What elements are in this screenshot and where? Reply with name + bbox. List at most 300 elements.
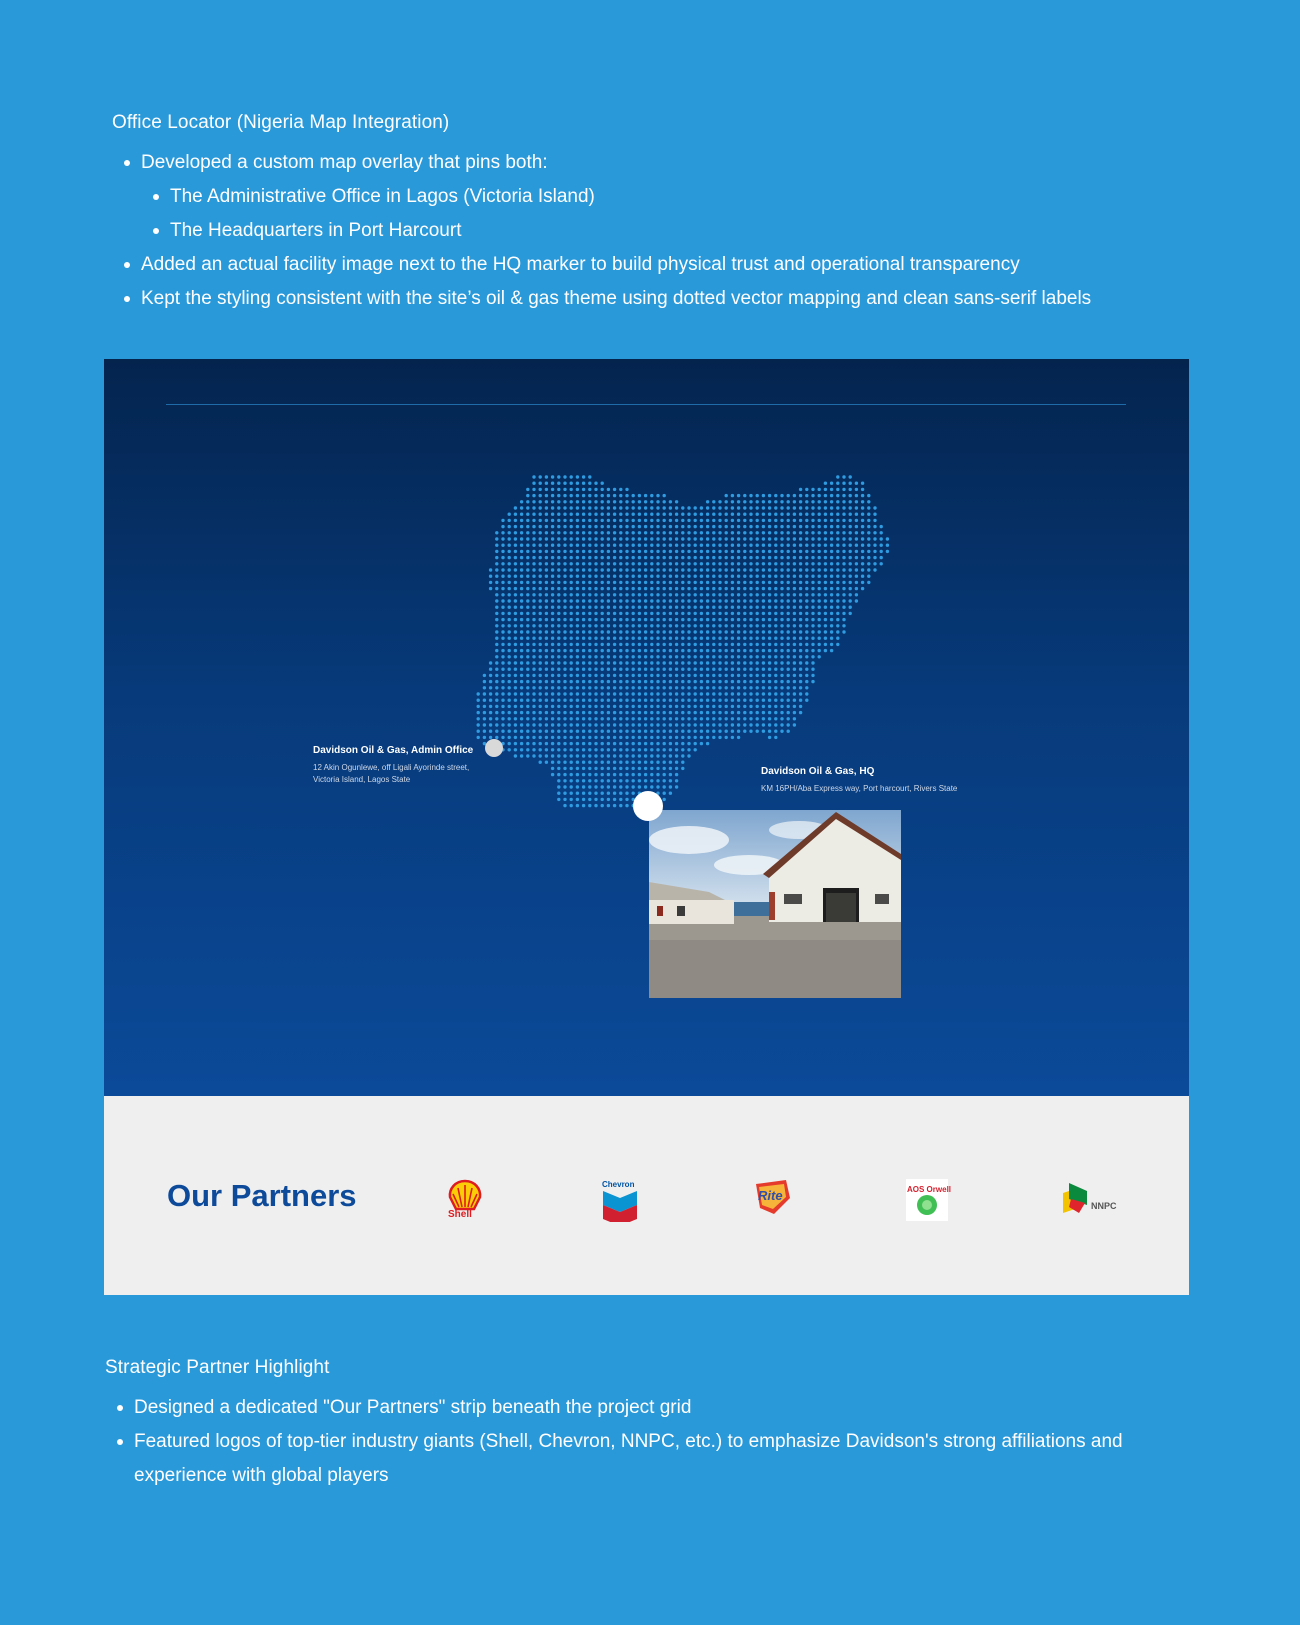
map-dot xyxy=(632,537,635,540)
map-dot xyxy=(638,544,641,547)
map-dot xyxy=(780,674,783,677)
map-dot xyxy=(601,525,604,528)
hq-title: Davidson Oil & Gas, HQ xyxy=(761,766,875,777)
map-dot xyxy=(557,643,560,646)
map-dot xyxy=(836,519,839,522)
map-dot xyxy=(718,599,721,602)
map-dot xyxy=(638,606,641,609)
map-dot xyxy=(588,556,591,559)
map-dot xyxy=(681,581,684,584)
map-dot xyxy=(774,668,777,671)
map-dot xyxy=(762,494,765,497)
map-dot xyxy=(501,649,504,652)
map-dot xyxy=(625,630,628,633)
map-dot xyxy=(681,761,684,764)
map-dot xyxy=(514,513,517,516)
map-dot xyxy=(576,705,579,708)
map-dot xyxy=(669,568,672,571)
map-dot xyxy=(632,792,635,795)
map-dot xyxy=(656,500,659,503)
map-dot xyxy=(576,773,579,776)
map-dot xyxy=(805,544,808,547)
map-dot xyxy=(644,624,647,627)
map-dot xyxy=(762,668,765,671)
map-dot xyxy=(818,581,821,584)
map-dot xyxy=(644,593,647,596)
map-dot xyxy=(743,705,746,708)
map-dot xyxy=(650,649,653,652)
map-dot xyxy=(669,630,672,633)
map-dot xyxy=(594,767,597,770)
map-dot xyxy=(607,730,610,733)
map-dot xyxy=(836,606,839,609)
map-dot xyxy=(669,705,672,708)
map-dot xyxy=(570,686,573,689)
map-dot xyxy=(625,575,628,578)
map-dot xyxy=(687,630,690,633)
map-dot xyxy=(644,575,647,578)
map-dot xyxy=(756,649,759,652)
map-dot xyxy=(563,798,566,801)
map-dot xyxy=(768,575,771,578)
map-dot xyxy=(588,606,591,609)
nnpc-logo[interactable] xyxy=(1061,1181,1123,1217)
chevron-logo[interactable] xyxy=(602,1180,638,1222)
map-dot xyxy=(514,649,517,652)
map-dot xyxy=(495,643,498,646)
map-dot xyxy=(830,568,833,571)
map-dot xyxy=(632,643,635,646)
map-dot xyxy=(545,581,548,584)
map-dot xyxy=(570,779,573,782)
map-dot xyxy=(539,649,542,652)
map-dot xyxy=(638,581,641,584)
map-dot xyxy=(570,500,573,503)
map-dot xyxy=(520,562,523,565)
map-dot xyxy=(501,686,504,689)
map-dot xyxy=(818,624,821,627)
website-mockup xyxy=(104,359,1189,1295)
map-dot xyxy=(749,692,752,695)
map-dot xyxy=(625,500,628,503)
map-dot xyxy=(532,519,535,522)
map-dot xyxy=(588,804,591,807)
map-dot xyxy=(594,575,597,578)
map-dot xyxy=(638,674,641,677)
map-dot xyxy=(619,736,622,739)
map-dot xyxy=(855,519,858,522)
map-dot xyxy=(762,531,765,534)
map-dot xyxy=(681,562,684,565)
map-dot xyxy=(644,525,647,528)
map-dot xyxy=(563,754,566,757)
map-dot xyxy=(749,655,752,658)
map-dot xyxy=(619,568,622,571)
map-dot xyxy=(768,655,771,658)
map-dot xyxy=(532,587,535,590)
map-dot xyxy=(787,668,790,671)
map-dot xyxy=(731,587,734,590)
map-dot xyxy=(743,587,746,590)
map-dot xyxy=(514,661,517,664)
map-dot xyxy=(731,717,734,720)
map-dot xyxy=(563,692,566,695)
map-dot xyxy=(607,742,610,745)
map-dot xyxy=(718,655,721,658)
map-dot xyxy=(849,575,852,578)
map-dot xyxy=(625,606,628,609)
map-dot xyxy=(756,674,759,677)
map-dot xyxy=(842,525,845,528)
map-dot xyxy=(570,754,573,757)
bullet-list xyxy=(0,248,1300,316)
map-dot xyxy=(824,630,827,633)
map-dot xyxy=(594,488,597,491)
map-dot xyxy=(594,562,597,565)
map-dot xyxy=(780,730,783,733)
map-dot xyxy=(737,494,740,497)
map-dot xyxy=(594,692,597,695)
map-dot xyxy=(656,736,659,739)
map-dot xyxy=(576,599,579,602)
map-dot xyxy=(607,686,610,689)
map-dot xyxy=(656,661,659,664)
map-dot xyxy=(570,618,573,621)
map-dot xyxy=(576,488,579,491)
shell-logo[interactable] xyxy=(447,1179,483,1221)
office-map-panel xyxy=(104,359,1189,1096)
map-dot xyxy=(669,637,672,640)
map-dot xyxy=(520,711,523,714)
map-dot xyxy=(830,519,833,522)
map-dot xyxy=(830,537,833,540)
map-dot xyxy=(563,649,566,652)
map-dot xyxy=(632,680,635,683)
map-dot xyxy=(650,717,653,720)
map-dot xyxy=(501,537,504,540)
map-dot xyxy=(669,711,672,714)
map-dot xyxy=(793,612,796,615)
map-dot xyxy=(867,556,870,559)
map-dot xyxy=(607,736,610,739)
map-dot xyxy=(811,568,814,571)
map-dot xyxy=(725,593,728,596)
map-dot xyxy=(712,717,715,720)
map-dot xyxy=(824,513,827,516)
map-dot xyxy=(656,568,659,571)
map-dot xyxy=(861,562,864,565)
map-dot xyxy=(532,537,535,540)
map-dot xyxy=(545,537,548,540)
map-dot xyxy=(780,624,783,627)
map-dot xyxy=(768,686,771,689)
map-dot xyxy=(712,668,715,671)
map-dot xyxy=(725,525,728,528)
map-dot xyxy=(588,792,591,795)
map-dot xyxy=(712,506,715,509)
nigeria-dotted-map xyxy=(104,359,1189,1096)
map-dot xyxy=(842,475,845,478)
map-dot xyxy=(687,544,690,547)
map-dot xyxy=(681,643,684,646)
map-dot xyxy=(886,550,889,553)
map-dot xyxy=(625,711,628,714)
map-dot xyxy=(557,773,560,776)
map-dot xyxy=(737,699,740,702)
map-dot xyxy=(632,525,635,528)
map-dot xyxy=(576,779,579,782)
map-dot xyxy=(669,785,672,788)
map-dot xyxy=(607,761,610,764)
map-dot xyxy=(768,705,771,708)
map-dot xyxy=(694,612,697,615)
map-dot xyxy=(526,618,529,621)
map-dot xyxy=(508,674,511,677)
map-dot xyxy=(663,723,666,726)
map-dot xyxy=(638,562,641,565)
map-dot xyxy=(576,637,579,640)
map-dot xyxy=(632,754,635,757)
map-dot xyxy=(811,612,814,615)
map-dot xyxy=(656,767,659,770)
map-dot xyxy=(762,692,765,695)
map-dot xyxy=(644,692,647,695)
admin-office-pin[interactable] xyxy=(485,739,503,757)
map-dot xyxy=(706,699,709,702)
map-dot xyxy=(687,692,690,695)
map-dot xyxy=(725,717,728,720)
map-dot xyxy=(663,537,666,540)
map-dot xyxy=(805,562,808,565)
map-dot xyxy=(545,630,548,633)
map-dot xyxy=(613,711,616,714)
map-dot xyxy=(557,785,560,788)
map-dot xyxy=(694,723,697,726)
map-dot xyxy=(650,674,653,677)
map-dot xyxy=(495,568,498,571)
map-dot xyxy=(712,723,715,726)
map-dot xyxy=(539,630,542,633)
map-dot xyxy=(625,525,628,528)
map-dot xyxy=(539,730,542,733)
map-dot xyxy=(588,692,591,695)
map-dot xyxy=(712,599,715,602)
map-dot xyxy=(644,785,647,788)
map-dot xyxy=(501,575,504,578)
map-dot xyxy=(563,568,566,571)
map-dot xyxy=(514,680,517,683)
map-dot xyxy=(588,494,591,497)
map-dot xyxy=(762,711,765,714)
map-dot xyxy=(656,618,659,621)
map-dot xyxy=(613,761,616,764)
hq-pin[interactable] xyxy=(633,791,663,821)
map-dot xyxy=(495,655,498,658)
map-dot xyxy=(570,798,573,801)
map-dot xyxy=(768,618,771,621)
map-dot xyxy=(557,767,560,770)
map-dot xyxy=(749,643,752,646)
map-dot xyxy=(619,674,622,677)
map-dot xyxy=(675,630,678,633)
map-dot xyxy=(718,637,721,640)
map-dot xyxy=(787,599,790,602)
aos-orwell-logo[interactable] xyxy=(906,1179,952,1221)
map-dot xyxy=(570,519,573,522)
map-dot xyxy=(805,513,808,516)
map-dot xyxy=(849,482,852,485)
map-dot xyxy=(663,525,666,528)
map-dot xyxy=(731,655,734,658)
map-dot xyxy=(619,804,622,807)
map-dot xyxy=(545,562,548,565)
partner-highlight-section xyxy=(0,1357,1300,1493)
map-dot xyxy=(762,618,765,621)
map-dot xyxy=(811,637,814,640)
map-dot xyxy=(582,575,585,578)
map-dot xyxy=(588,599,591,602)
map-dot xyxy=(681,618,684,621)
map-dot xyxy=(700,668,703,671)
map-dot xyxy=(725,606,728,609)
map-dot xyxy=(551,624,554,627)
map-dot xyxy=(545,754,548,757)
map-dot xyxy=(861,525,864,528)
map-dot xyxy=(551,680,554,683)
map-dot xyxy=(663,705,666,708)
map-dot xyxy=(514,717,517,720)
map-dot xyxy=(811,556,814,559)
map-dot xyxy=(811,488,814,491)
map-dot xyxy=(570,742,573,745)
map-dot xyxy=(625,519,628,522)
map-dot xyxy=(687,661,690,664)
map-dot xyxy=(743,630,746,633)
map-dot xyxy=(551,525,554,528)
map-dot xyxy=(793,525,796,528)
map-dot xyxy=(607,488,610,491)
map-dot xyxy=(793,531,796,534)
map-dot xyxy=(501,525,504,528)
map-dot xyxy=(718,500,721,503)
map-dot xyxy=(675,754,678,757)
map-dot xyxy=(756,612,759,615)
map-dot xyxy=(749,624,752,627)
map-dot xyxy=(638,624,641,627)
map-dot xyxy=(762,562,765,565)
map-dot xyxy=(632,773,635,776)
map-dot xyxy=(545,618,548,621)
map-dot xyxy=(700,736,703,739)
map-dot xyxy=(520,537,523,540)
map-dot xyxy=(687,531,690,534)
map-dot xyxy=(799,643,802,646)
map-dot xyxy=(718,556,721,559)
map-dot xyxy=(601,643,604,646)
map-dot xyxy=(570,761,573,764)
map-dot xyxy=(756,581,759,584)
map-dot xyxy=(731,606,734,609)
map-dot xyxy=(774,575,777,578)
map-dot xyxy=(545,692,548,695)
map-dot xyxy=(570,643,573,646)
map-dot xyxy=(700,562,703,565)
map-dot xyxy=(681,550,684,553)
map-dot xyxy=(811,537,814,540)
map-dot xyxy=(675,705,678,708)
map-dot xyxy=(613,705,616,708)
map-dot xyxy=(818,525,821,528)
map-dot xyxy=(526,680,529,683)
map-dot xyxy=(508,649,511,652)
rite-logo[interactable] xyxy=(752,1178,792,1216)
map-dot xyxy=(570,475,573,478)
map-dot xyxy=(601,482,604,485)
map-dot xyxy=(514,637,517,640)
map-dot xyxy=(663,730,666,733)
map-dot xyxy=(632,674,635,677)
map-dot xyxy=(570,556,573,559)
map-dot xyxy=(855,593,858,596)
map-dot xyxy=(520,519,523,522)
map-dot xyxy=(601,680,604,683)
map-dot xyxy=(607,754,610,757)
map-dot xyxy=(681,537,684,540)
map-dot xyxy=(787,550,790,553)
map-dot xyxy=(570,630,573,633)
map-dot xyxy=(495,544,498,547)
map-dot xyxy=(799,686,802,689)
map-dot xyxy=(687,556,690,559)
map-dot xyxy=(737,736,740,739)
map-dot xyxy=(638,513,641,516)
map-dot xyxy=(551,773,554,776)
map-dot xyxy=(774,730,777,733)
map-dot xyxy=(663,519,666,522)
map-dot xyxy=(737,544,740,547)
map-dot xyxy=(601,804,604,807)
map-dot xyxy=(849,581,852,584)
map-dot xyxy=(638,637,641,640)
map-dot xyxy=(601,593,604,596)
map-dot xyxy=(601,550,604,553)
map-dot xyxy=(687,742,690,745)
map-dot xyxy=(563,736,566,739)
map-dot xyxy=(762,686,765,689)
map-dot xyxy=(495,711,498,714)
map-dot xyxy=(619,798,622,801)
map-dot xyxy=(818,643,821,646)
map-dot xyxy=(582,637,585,640)
map-dot xyxy=(805,494,808,497)
map-dot xyxy=(501,711,504,714)
map-dot xyxy=(539,556,542,559)
map-dot xyxy=(700,680,703,683)
map-dot xyxy=(694,730,697,733)
map-dot xyxy=(700,730,703,733)
map-dot xyxy=(663,494,666,497)
map-dot xyxy=(811,643,814,646)
map-dot xyxy=(737,686,740,689)
map-dot xyxy=(756,587,759,590)
map-dot xyxy=(805,649,808,652)
map-dot xyxy=(607,593,610,596)
map-dot xyxy=(824,606,827,609)
map-dot xyxy=(681,723,684,726)
map-dot xyxy=(749,674,752,677)
map-dot xyxy=(607,568,610,571)
map-dot xyxy=(526,606,529,609)
